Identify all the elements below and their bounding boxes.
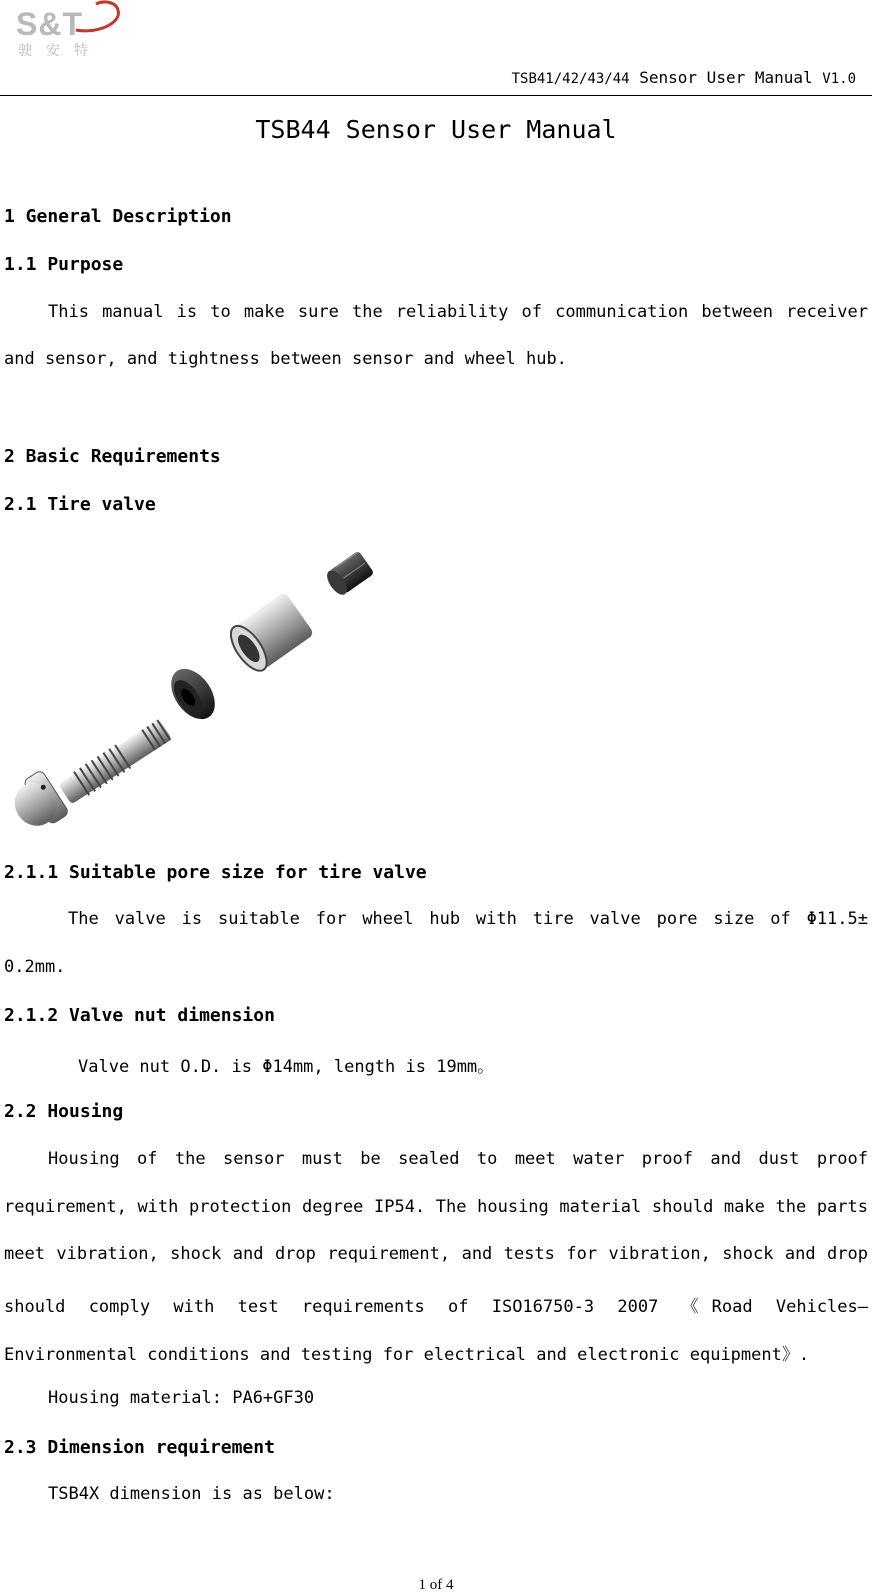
paragraph-housing-line3: meet vibration, shock and drop requirement, and tests for vibration, shock and drop <box>4 1244 868 1264</box>
heading-2-1-1: 2.1.1 Suitable pore size for tire valve <box>4 862 427 883</box>
header-doc-id: TSB41/42/43/44 <box>511 71 630 87</box>
paragraph-pore-line2: 0.2mm. <box>4 957 66 977</box>
heading-1: 1 General Description <box>4 206 232 227</box>
heading-1-1: 1.1 Purpose <box>4 254 124 275</box>
heading-2-1: 2.1 Tire valve <box>4 494 156 515</box>
header-doc-title: Sensor User Manual <box>639 68 813 87</box>
company-logo-chinese: 驶安特 <box>18 43 102 59</box>
company-logo-text: S&T <box>16 6 83 42</box>
heading-2: 2 Basic Requirements <box>4 446 221 467</box>
paragraph-purpose-line2: and sensor, and tightness between sensor and wheel hub. <box>4 349 567 369</box>
paragraph-purpose-line1: This manual is to make sure the reliability of communication between receiver <box>48 302 868 322</box>
paragraph-nut-line1: Valve nut O.D. is Φ14mm, length is 19mm。 <box>78 1057 495 1077</box>
heading-2-1-2: 2.1.2 Valve nut dimension <box>4 1005 275 1026</box>
heading-2-3: 2.3 Dimension requirement <box>4 1437 275 1458</box>
header-rule <box>0 95 872 96</box>
paragraph-housing-line4: should comply with test requirements of ISO16750-3 2007 《Road Vehicles— <box>4 1297 868 1317</box>
page-number: 1 of 4 <box>418 1577 454 1593</box>
paragraph-housing-line5: Environmental conditions and testing for electrical and electronic equipment》. <box>4 1345 810 1365</box>
paragraph-pore-line1: The valve is suitable for wheel hub with tire valve pore size of Φ11.5± <box>68 909 868 929</box>
paragraph-housing-material: Housing material: PA6+GF30 <box>48 1388 315 1408</box>
header-version: V1.0 <box>822 71 856 87</box>
company-logo-swoosh <box>66 0 126 40</box>
page-title: TSB44 Sensor User Manual <box>255 115 617 144</box>
heading-2-2: 2.2 Housing <box>4 1101 124 1122</box>
paragraph-housing-line1: Housing of the sensor must be sealed to meet water proof and dust proof <box>48 1149 868 1169</box>
paragraph-housing-line2: requirement, with protection degree IP54. The housing material should make the parts <box>4 1197 868 1217</box>
running-header <box>512 68 856 87</box>
paragraph-dimension-line1: TSB4X dimension is as below: <box>48 1484 335 1504</box>
tire-valve-image <box>0 548 400 848</box>
